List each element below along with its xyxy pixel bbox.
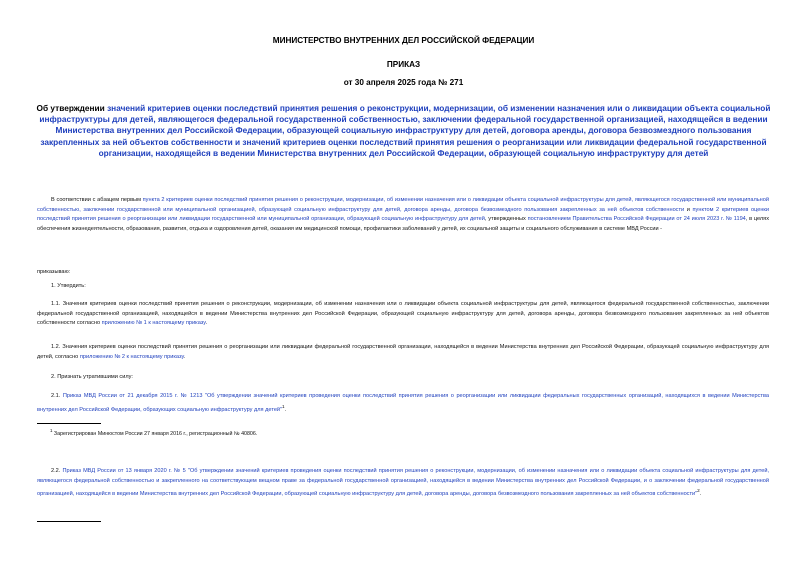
item-1-1-end: .	[205, 320, 208, 327]
item-2-2-end: .	[699, 491, 702, 498]
item-1-2	[37, 343, 769, 362]
repealed-order-5-link[interactable]: Приказ МВД России от 13 января 2020 г. № 5 "Об утверждении значений критериев проведения оценки последствий принятия решения о реконструкции, модернизации, об изменении назначения или о ликвидации объекта социальной инфраструктуры для детей, являющегося федеральной собственностью и закрепленного на соответствующем вещном праве за федеральной государственной организацией, находящейся в ведении Министерства внутренних дел Российской Федерации, и о заключении федеральной государственной организацией, находящейся в ведении Министерства внутренних дел Российской Федерации, образующей социальную инфраструктуру для детей, договора аренды, договора безвозмездного пользования закрепленных за ней объектов собственности"	[37, 468, 769, 498]
item-1-2-end: .	[183, 353, 186, 360]
item-2-2-number: 2.2.	[51, 468, 63, 474]
preamble-link-criteria-2[interactable]: пунктом 2 критериев оценки последствий принятия решения о реорганизации или ликвидации государственной или муниципальной организации, образующей социальную инфраструктуру для детей	[37, 206, 769, 223]
item-2-1-end: .	[284, 406, 287, 413]
item-1-1-text: 1.1. Значения критериев оценки последствий принятия решения о реконструкции, модернизации, об изменении назначения или о ликвидации объекта социальной инфраструктуры для детей, являющегося федеральной государственной собственностью, заключении федеральной государственной организацией, находящейся в ведении Министерства внутренних дел Российской Федерации, образующей социальную инфраструктуру для детей, договора аренды, договора безвозмездного пользования закрепленных за ней объектов собственности согласно	[37, 301, 769, 327]
document-date-number: от 30 апреля 2025 года № 271	[343, 78, 464, 87]
item-2-1-number: 2.1.	[51, 393, 63, 399]
ministry-heading: МИНИСТЕРСТВО ВНУТРЕННИХ ДЕЛ РОССИЙСКОЙ ФЕДЕРАЦИИ	[272, 36, 535, 45]
footnote-ref-2[interactable]: 2	[697, 488, 700, 494]
item-1-1	[37, 300, 769, 329]
repealed-order-1213-link[interactable]: Приказ МВД России от 21 декабря 2015 г. № 1213 "Об утверждении значений критериев проведения оценки последствий принятия решения о реорганизации или ликвидации федеральных государственных организаций, находящихся в ведении Министерства внутренних дел Российской Федерации, образующих социальную инфраструктуру для детей"	[37, 393, 769, 413]
footnote-1-marker: 1	[50, 428, 53, 433]
preamble-link-resolution[interactable]: постановлением Правительства Российской Федерации от 24 июля 2023 г. № 1194	[527, 216, 746, 223]
preamble-text-1: В соответствии с абзацем первым	[51, 197, 143, 203]
document-type: ПРИКАЗ	[386, 60, 421, 69]
preamble-text-3: , утвержденных	[484, 216, 528, 223]
order-word: приказываю:	[37, 269, 71, 275]
item-1: 1. Утвердить:	[51, 283, 86, 289]
footnote-1-text: Зарегистрирован Минюстом России 27 января 2016 г., регистрационный № 40806.	[52, 430, 258, 437]
title-link[interactable]: значений критериев оценки последствий принятия решения о реконструкции, модернизации, об изменении назначения или о ликвидации объекта социальной инфраструктуры для детей, являющегося федеральной государственной собственностью, заключении федеральной государственной организацией, находящейся в ведении Министерства внутренних дел Российской Федерации, образующей социальную инфраструктуру для детей, договора аренды, договора безвозмездного пользования закрепленных за ней объектов собственности и значений критериев оценки последствий принятия решения о реорганизации или ликвидации федеральной государственной организации, находящейся в ведении Министерства внутренних дел Российской Федерации, образующей социальную инфраструктуру для детей	[39, 103, 771, 158]
item-2: 2. Признать утратившими силу:	[51, 374, 133, 380]
item-1-2-text: 1.2. Значения критериев оценки последствий принятия решения о реорганизации или ликвидации федеральной государственной организации, находящейся в ведении Министерства внутренних дел Российской Федерации, образующей социальную инфраструктуру для детей, согласно	[37, 344, 769, 360]
appendix-1-link[interactable]: приложению № 1 к настоящему приказу	[101, 320, 206, 327]
title-prefix: Об утверждении	[36, 103, 108, 113]
footnote-1	[50, 428, 257, 437]
preamble-text-4: , в целях обеспечения жизнедеятельности, образования, развития, отдыха и оздоровления детей, оказания им медицинской помощи, профилактики заболеваний у детей, их социальной защиты и социального обслуживания в системе МВД России -	[37, 216, 769, 232]
footnote-separator	[37, 423, 101, 424]
item-2-2	[37, 467, 769, 500]
appendix-2-link[interactable]: приложению № 2 к настоящему приказу	[79, 353, 184, 360]
preamble-link-criteria-1[interactable]: пункта 2 критериев оценки последствий принятия решения о реконструкции, модернизации, об изменении назначения или о ликвидации объекта социальной инфраструктуры для детей, являющегося государственной или муниципальной собственностью, заключении государственной или муниципальной организацией, образующей социальную инфраструктуру для детей, договора аренды, договора безвозмездного пользования закрепленных за ней объектов собственности	[37, 197, 769, 213]
footnote-separator-2	[37, 521, 101, 522]
preamble-paragraph	[37, 196, 769, 234]
document-title	[36, 103, 771, 159]
item-2-1	[37, 392, 769, 415]
footnote-ref-1[interactable]: 1	[282, 403, 285, 409]
preamble-text-2: и	[684, 206, 693, 213]
